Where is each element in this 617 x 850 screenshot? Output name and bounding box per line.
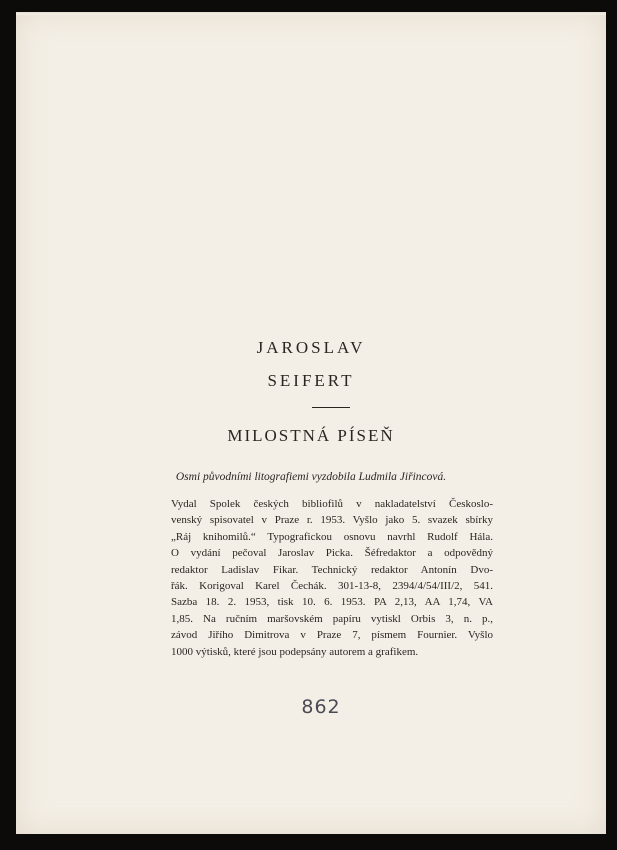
- colophon-line: 1000 výtisků, které jsou podepsány autorem a grafikem.: [171, 645, 419, 658]
- colophon-line: redaktor Ladislav Fikar. Technický redaktor Antonín Dvo-: [171, 563, 493, 576]
- colophon-line: 1,85. Na ručním maršovském papíru vytiskl Orbis 3, n. p.,: [171, 612, 493, 625]
- author-first-name: JAROSLAV: [256, 338, 366, 357]
- page-edge: [16, 12, 606, 15]
- book-page: [16, 12, 606, 834]
- book-title: MILOSTNÁ PÍSEŇ: [227, 426, 395, 445]
- colophon-line: venský spisovatel v Praze r. 1953. Vyšlo jako 5. svazek sbírky: [171, 514, 493, 527]
- illustrator-note: Osmi původními litografiemi vyzdobila Ludmila Jiřincová.: [175, 471, 447, 483]
- colophon-line: Vydal Spolek českých bibliofilů v nakladatelství Českoslo-: [171, 498, 493, 510]
- colophon-line: závod Jiřího Dimitrova v Praze 7, písmem Fournier. Vyšlo: [171, 629, 493, 642]
- colophon-line: „Ráj knihomilů.“ Typografickou osnovu navrhl Rudolf Hála.: [171, 530, 493, 543]
- copy-number: 862: [301, 696, 341, 718]
- author-last-name: SEIFERT: [267, 371, 355, 390]
- colophon-line: řák. Korigoval Karel Čechák. 301-13-8, 2394/4/54/III/2, 541.: [171, 580, 493, 593]
- colophon-line: Sazba 18. 2. 1953, tisk 10. 6. 1953. PA 2,13, AA 1,74, VA: [171, 596, 493, 609]
- colophon: [171, 496, 493, 660]
- title-divider: [312, 407, 350, 408]
- colophon-line: O vydání pečoval Jaroslav Picka. Šéfredaktor a odpovědný: [171, 547, 493, 560]
